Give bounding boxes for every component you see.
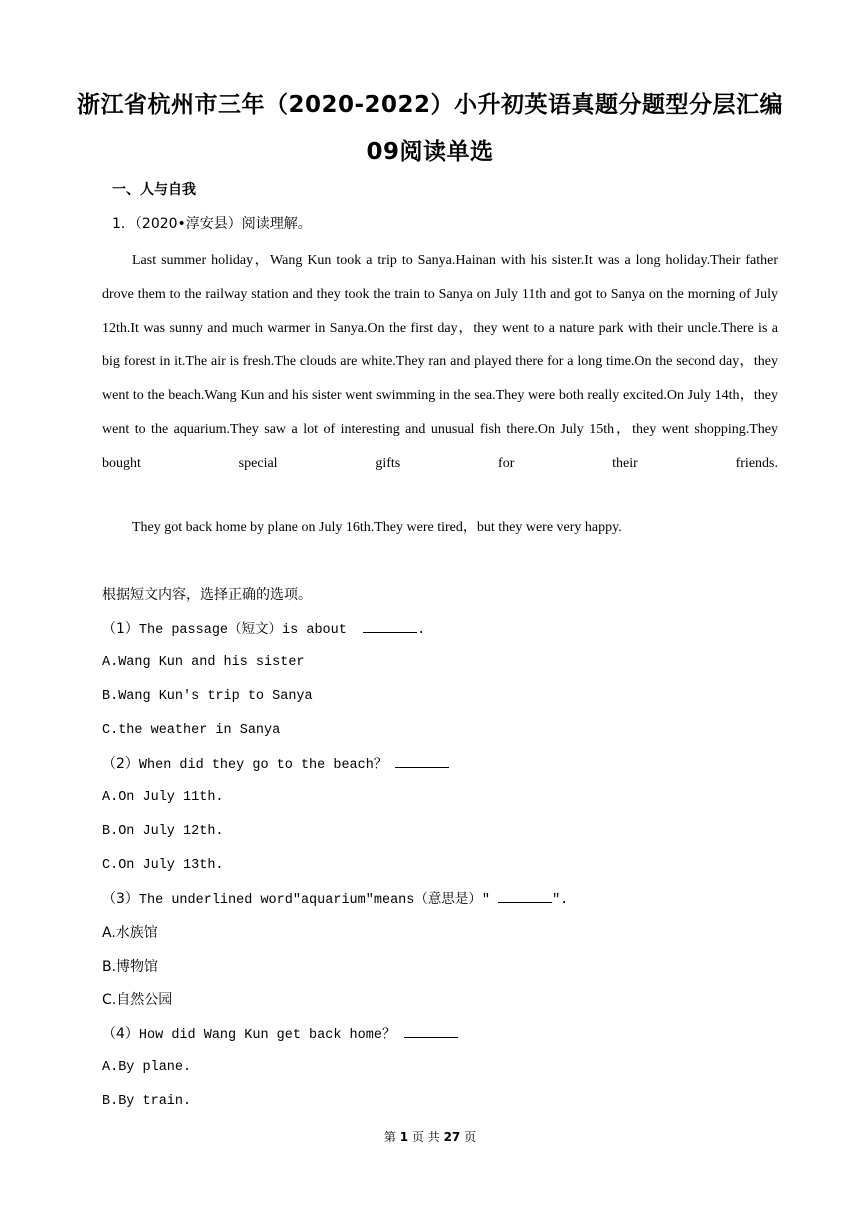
option-4b: B.By train. <box>102 1094 192 1109</box>
question-1-text: The passage（短文）is about <box>138 623 347 638</box>
passage-paragraph-1-text: Last summer holiday，Wang Kun took a trip to Sanya.Hainan with his sister.It was a long holiday.Their father drove them to the railway station and they took the train to Sanya on July 11th and got to Sanya on the morning of July 12th.It was sunny and much warmer in Sanya.On the first day，they went to a nature park with their uncle.There is a big forest in it.The air is fresh.The clouds are white.They ran and played there for a long time.On the second day，they went to the beach.Wang Kun and his sister went swimming in the sea.They were both really excited.On July 14th，they went to the aquarium.They saw a lot of interesting and unusual fish there.On July 15th，they went shopping.They bought special gifts for their friends. <box>102 253 778 471</box>
footer-suffix: 页 <box>464 1130 477 1144</box>
question-3-number: （3） <box>102 891 139 907</box>
answer-blank[interactable] <box>395 753 449 768</box>
question-4 <box>102 1022 458 1046</box>
document-title-line-2: 09阅读单选 <box>366 139 494 165</box>
option-1c: C.the weather in Sanya <box>102 723 281 738</box>
passage-paragraph-2: They got back home by plane on July 16th.They were tired，but they were very happy. <box>132 520 622 535</box>
question-2-number: （2） <box>102 756 139 772</box>
option-1a: A.Wang Kun and his sister <box>102 655 305 670</box>
instruction: 根据短文内容，选择正确的选项。 <box>102 587 312 603</box>
question-1 <box>102 617 425 641</box>
question-3-end: ". <box>552 893 569 908</box>
section-heading: 一、人与自我 <box>112 182 196 198</box>
question-1-end: . <box>417 623 426 638</box>
question-2-text: When did they go to the beach？ <box>138 758 388 773</box>
answer-blank[interactable] <box>404 1023 458 1038</box>
option-3c: C.自然公园 <box>102 992 173 1008</box>
footer-page-total: 27 <box>443 1130 461 1144</box>
question-3-text: The underlined word"aquarium"means（意思是）" <box>138 893 490 908</box>
option-3b: B.博物馆 <box>102 959 159 975</box>
footer-page-current: 1 <box>399 1130 409 1144</box>
question-1-number: （1） <box>102 621 139 637</box>
footer-middle: 页 共 <box>411 1130 440 1144</box>
answer-blank[interactable] <box>498 888 552 903</box>
question-2 <box>102 752 449 776</box>
question-header <box>112 214 312 234</box>
option-2a: A.On July 11th. <box>102 790 224 805</box>
option-2c: C.On July 13th. <box>102 858 224 873</box>
option-4a: A.By plane. <box>102 1060 192 1075</box>
answer-blank[interactable] <box>363 618 417 633</box>
question-4-number: （4） <box>102 1026 139 1042</box>
passage-paragraph-1 <box>102 244 778 481</box>
option-3a: A.水族馆 <box>102 925 158 941</box>
document-title-line-1: 浙江省杭州市三年（2020-2022）小升初英语真题分题型分层汇编 <box>76 92 784 118</box>
option-2b: B.On July 12th. <box>102 824 224 839</box>
question-4-text: How did Wang Kun get back home？ <box>138 1028 396 1043</box>
footer-prefix: 第 <box>383 1130 396 1144</box>
question-number: 1． <box>112 216 135 232</box>
question-3 <box>102 887 568 911</box>
page-footer <box>0 1128 860 1146</box>
option-1b: B.Wang Kun's trip to Sanya <box>102 689 313 704</box>
question-source: （2020•淳安县）阅读理解。 <box>134 216 312 232</box>
